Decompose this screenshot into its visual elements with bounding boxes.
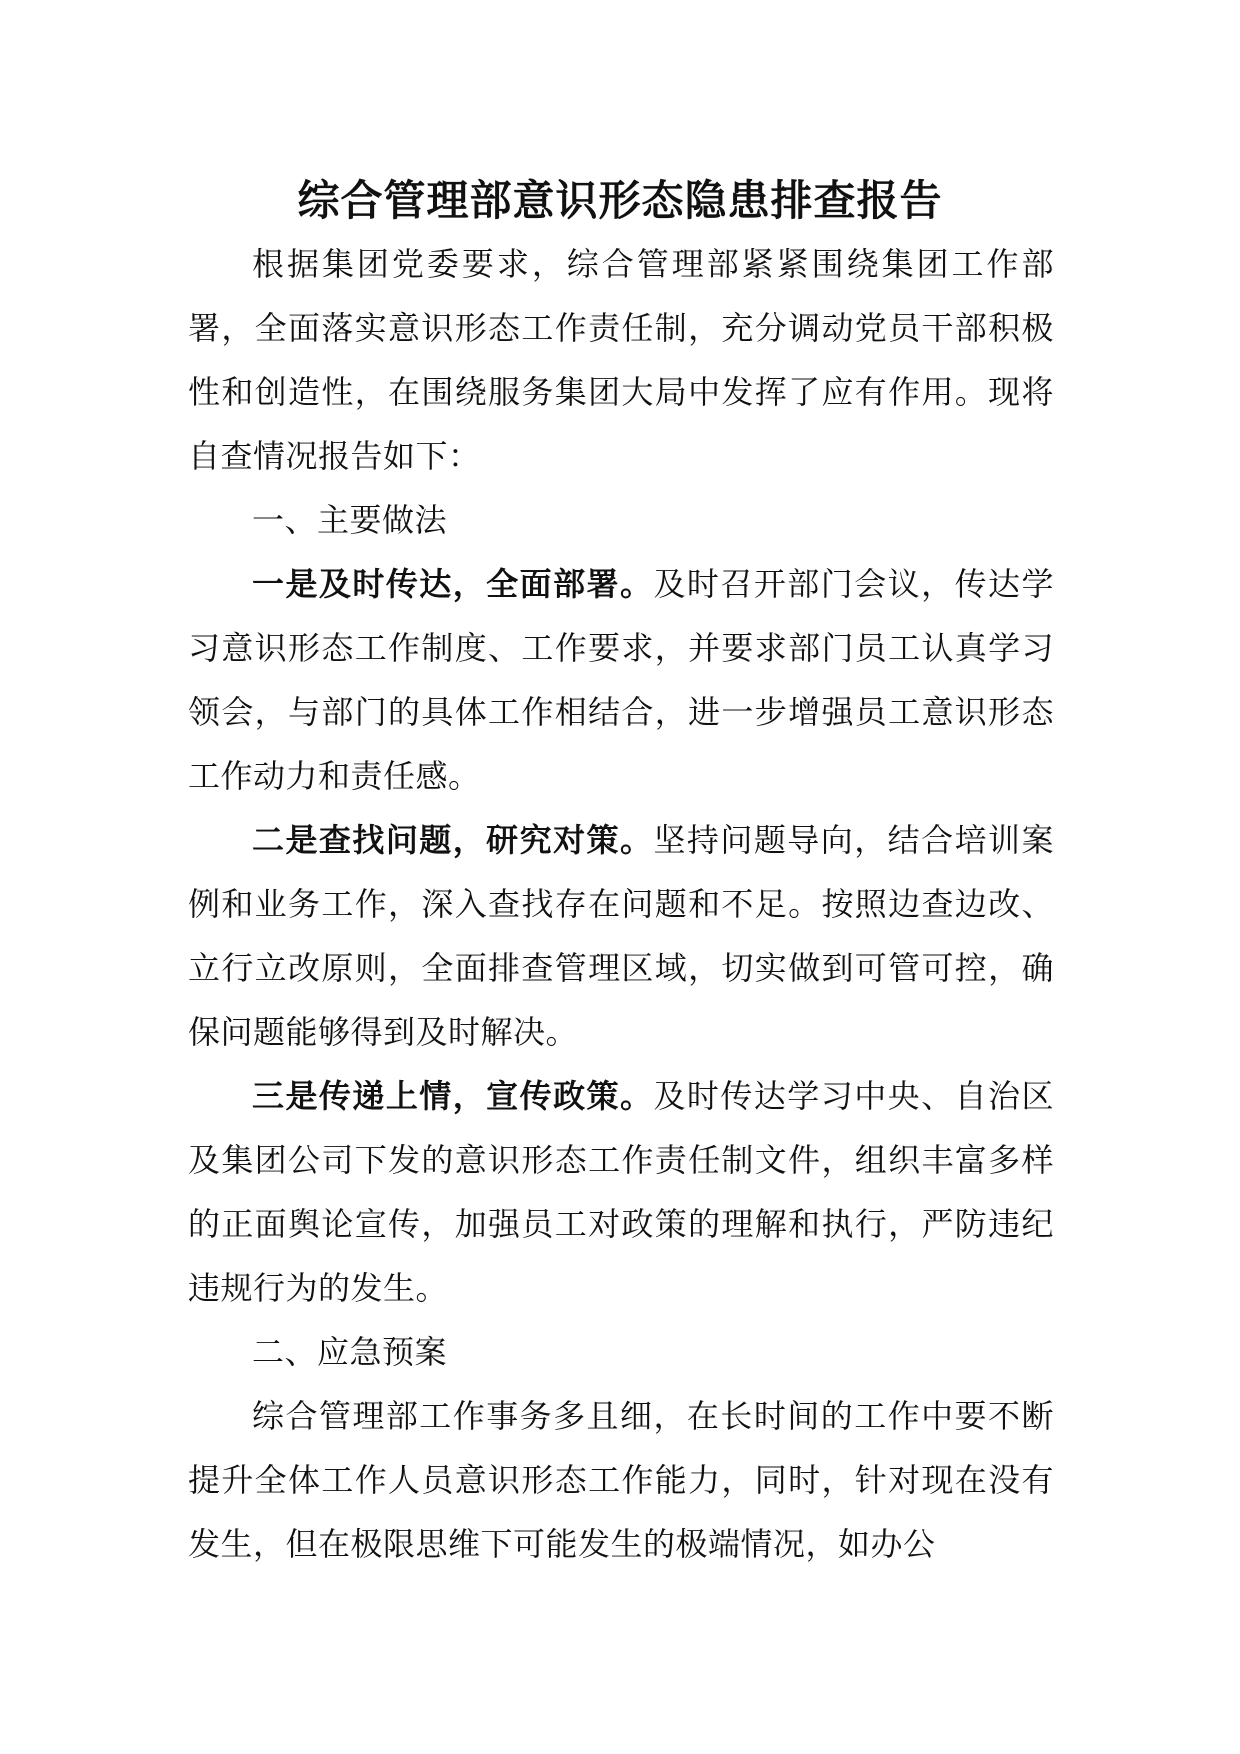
practice-item-1-lead: 一是及时传达，全面部署。 xyxy=(252,565,654,603)
practice-item-1 xyxy=(188,552,1054,808)
practice-item-1-text: 及时召开部门会议，传达学习意识形态工作制度、工作要求，并要求部门员工认真学习领会，与部门的具体工作相结合，进一步增强员工意识形态工作动力和责任感。 xyxy=(188,565,1054,795)
emergency-plan-paragraph: 综合管理部工作事务多且细，在长时间的工作中要不断提升全体工作人员意识形态工作能力，同时，针对现在没有发生，但在极限思维下可能发生的极端情况，如办公 xyxy=(188,1397,1054,1563)
practice-item-3-text: 及时传达学习中央、自治区及集团公司下发的意识形态工作责任制文件，组织丰富多样的正面舆论宣传，加强员工对政策的理解和执行，严防违纪违规行为的发生。 xyxy=(188,1077,1054,1307)
section-heading-main-practices: 一、主要做法 xyxy=(252,501,448,539)
practice-item-2 xyxy=(188,808,1054,1064)
document-title: 综合管理部意识形态隐患排查报告 xyxy=(297,176,943,225)
section-heading-emergency-plan: 二、应急预案 xyxy=(252,1333,448,1371)
practice-item-2-text: 坚持问题导向，结合培训案例和业务工作，深入查找存在问题和不足。按照边查边改、立行立改原则，全面排查管理区域，切实做到可管可控，确保问题能够得到及时解决。 xyxy=(188,821,1054,1051)
practice-item-2-lead: 二是查找问题，研究对策。 xyxy=(252,821,654,859)
practice-item-3 xyxy=(188,1064,1054,1320)
document-body xyxy=(188,232,1054,1576)
intro-paragraph: 根据集团党委要求，综合管理部紧紧围绕集团工作部署，全面落实意识形态工作责任制，充分调动党员干部积极性和创造性，在围绕服务集团大局中发挥了应有作用。现将自查情况报告如下： xyxy=(188,245,1054,475)
practice-item-3-lead: 三是传递上情，宣传政策。 xyxy=(252,1077,654,1115)
